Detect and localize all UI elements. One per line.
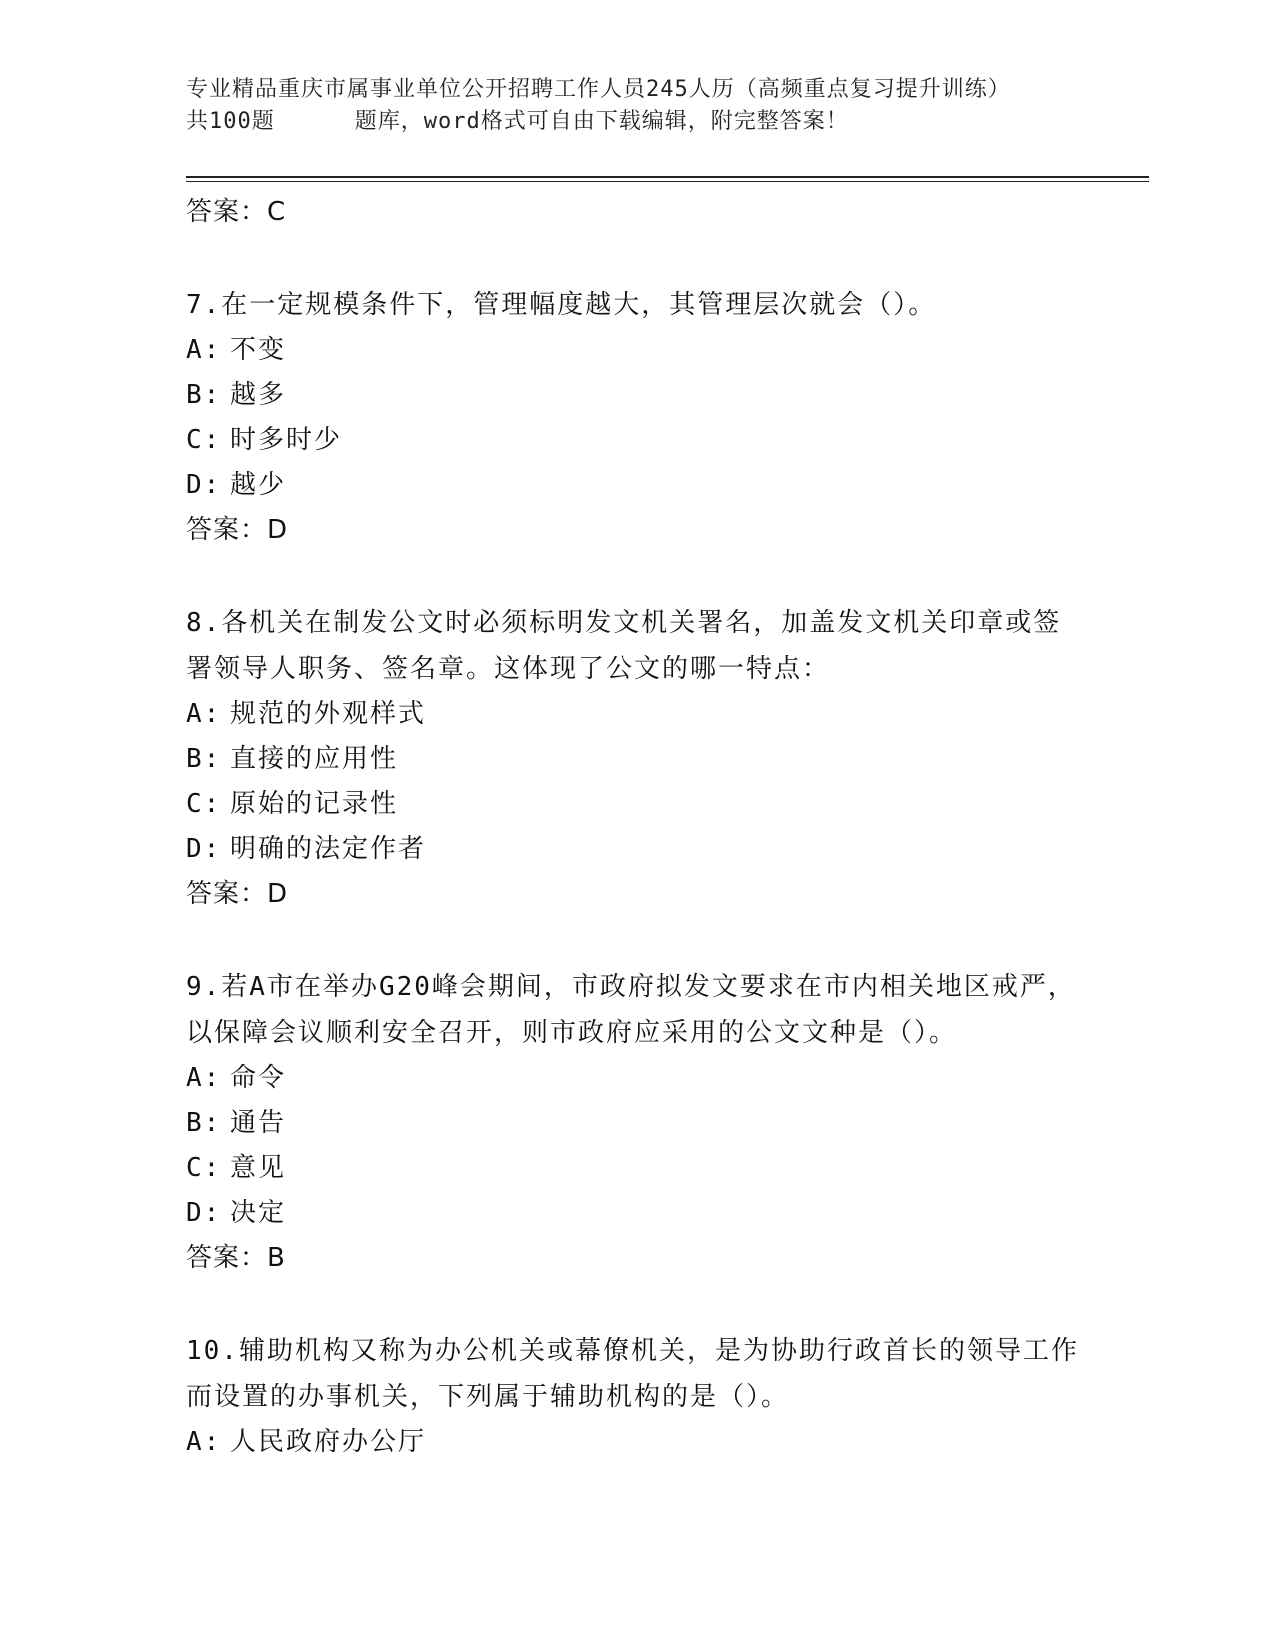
previous-answer: 答案：C: [186, 197, 287, 227]
answer-line: 答案：D: [186, 879, 289, 909]
question-text: 10.辅助机构又称为办公机关或幕僚机关，是为协助行政首长的领导工作而设置的办事机关，下列属于辅助机构的是（）。: [186, 1336, 1079, 1412]
question-list: [186, 190, 1086, 1465]
question-text: 7.在一定规模条件下，管理幅度越大，其管理层次就会（）。: [186, 290, 937, 320]
option-letter: C:: [186, 425, 222, 455]
question-text: 9.若A市在举办G20峰会期间，市政府拟发文要求在市内相关地区戒严，以保障会议顺利安全召开，则市政府应采用的公文文种是（）。: [186, 972, 1076, 1048]
option-b: [186, 1101, 1086, 1146]
option-b: [186, 373, 1086, 418]
option-letter: D:: [186, 834, 222, 864]
option-letter: A:: [186, 699, 222, 729]
question-9: [186, 964, 1086, 1280]
question-8: [186, 600, 1086, 916]
option-a: [186, 328, 1086, 373]
option-letter: A:: [186, 1063, 222, 1093]
option-text: 不变: [230, 335, 287, 365]
option-text: 明确的法定作者: [230, 834, 427, 864]
option-letter: B:: [186, 1108, 222, 1138]
option-d: [186, 463, 1086, 508]
option-text: 原始的记录性: [230, 789, 399, 819]
option-c: [186, 418, 1086, 463]
option-letter: D:: [186, 470, 222, 500]
option-b: [186, 737, 1086, 782]
option-text: 越多: [230, 380, 287, 410]
option-d: [186, 827, 1086, 872]
option-text: 时多时少: [230, 425, 343, 455]
option-letter: B:: [186, 744, 222, 774]
header-divider-thin: [186, 181, 1149, 182]
question-7: [186, 282, 1086, 552]
option-a: [186, 692, 1086, 737]
question-10: [186, 1328, 1086, 1465]
header-subtitle-line: [186, 106, 1086, 138]
option-letter: A:: [186, 1427, 222, 1457]
option-text: 人民政府办公厅: [230, 1427, 427, 1457]
option-letter: C:: [186, 1153, 222, 1183]
option-letter: C:: [186, 789, 222, 819]
option-text: 命令: [230, 1063, 287, 1093]
option-letter: B:: [186, 380, 222, 410]
option-letter: D:: [186, 1198, 222, 1228]
option-text: 通告: [230, 1108, 287, 1138]
option-d: [186, 1191, 1086, 1236]
option-c: [186, 1146, 1086, 1191]
answer-line: 答案：B: [186, 1243, 286, 1273]
header-divider: [186, 176, 1149, 178]
question-text: 8.各机关在制发公文时必须标明发文机关署名，加盖发文机关印章或签署领导人职务、签名章。这体现了公文的哪一特点：: [186, 608, 1062, 684]
option-text: 决定: [230, 1198, 287, 1228]
page-header: [186, 74, 1086, 138]
option-c: [186, 782, 1086, 827]
option-text: 意见: [230, 1153, 287, 1183]
option-a: [186, 1420, 1086, 1465]
header-format-note: 题库，word格式可自由下载编辑，附完整答案！: [354, 109, 849, 134]
option-text: 直接的应用性: [230, 744, 399, 774]
header-question-count: 共100题: [186, 109, 275, 134]
option-letter: A:: [186, 335, 222, 365]
option-a: [186, 1056, 1086, 1101]
option-text: 越少: [230, 470, 287, 500]
option-text: 规范的外观样式: [230, 699, 427, 729]
answer-line: 答案：D: [186, 515, 289, 545]
header-title-line: 专业精品重庆市属事业单位公开招聘工作人员245人历（高频重点复习提升训练）: [186, 77, 1011, 102]
